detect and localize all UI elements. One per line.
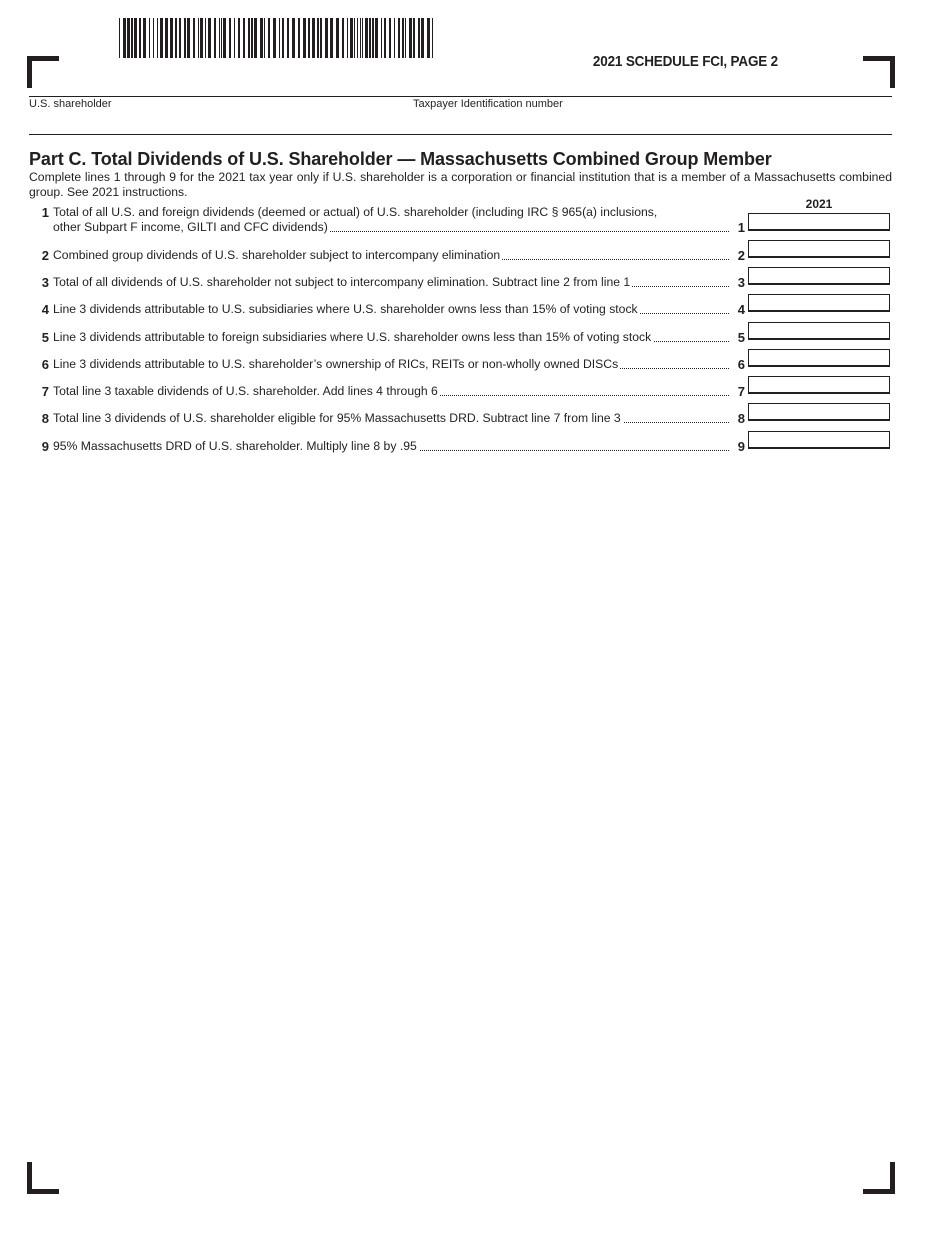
- field-rule: [29, 134, 892, 135]
- line-text: Line 3 dividends attributable to foreign subsidiaries where U.S. shareholder owns less than 15% of voting stock: [53, 330, 652, 344]
- form-line-1: [29, 205, 745, 235]
- barcode: [119, 18, 437, 58]
- line-ref-number: 6: [737, 357, 745, 372]
- part-c-intro: Complete lines 1 through 9 for the 2021 tax year only if U.S. shareholder is a corporation or financial institution that is a member of a Massachusetts combined group. See 2021 instructions.: [29, 170, 892, 199]
- registration-mark-top-left: [27, 56, 59, 88]
- line-text: Line 3 dividends attributable to U.S. shareholder’s ownership of RICs, REITs or non-wholly owned DISCs: [53, 357, 619, 371]
- line-2-amount-field[interactable]: [748, 240, 890, 258]
- line-number: 1: [41, 205, 49, 220]
- line-number: 8: [41, 411, 49, 426]
- form-line-6: [29, 357, 745, 372]
- line-text: Line 3 dividends attributable to U.S. subsidiaries where U.S. shareholder owns less than 15% of voting stock: [53, 302, 638, 316]
- form-line-5: [29, 330, 745, 345]
- line-ref-number: 4: [737, 302, 745, 317]
- line-6-amount-field[interactable]: [748, 349, 890, 367]
- form-line-4: [29, 302, 745, 317]
- line-1-amount-field[interactable]: [748, 213, 890, 231]
- line-number: 5: [41, 330, 49, 345]
- year-column-header: 2021: [805, 197, 833, 211]
- line-text: Total of all dividends of U.S. shareholder not subject to intercompany elimination. Subtract line 2 from line 1: [53, 275, 631, 289]
- line-ref-number: 3: [737, 275, 745, 290]
- part-c-title: Part C. Total Dividends of U.S. Shareholder — Massachusetts Combined Group Member: [29, 149, 772, 169]
- line-ref-number: 2: [737, 248, 745, 263]
- line-text: 95% Massachusetts DRD of U.S. shareholder. Multiply line 8 by .95: [53, 439, 417, 453]
- page-heading: 2021 SCHEDULE FCI, PAGE 2: [592, 53, 778, 70]
- form-line-7: [29, 384, 745, 399]
- line-number: 4: [41, 302, 49, 317]
- line-ref-number: 1: [737, 220, 745, 235]
- line-5-amount-field[interactable]: [748, 322, 890, 340]
- line-text-cont: other Subpart F income, GILTI and CFC dividends): [53, 220, 328, 234]
- tin-label: Taxpayer Identification number: [413, 98, 563, 110]
- registration-mark-top-right: [863, 56, 895, 88]
- line-number: 6: [41, 357, 49, 372]
- line-7-amount-field[interactable]: [748, 376, 890, 394]
- line-number: 9: [41, 439, 49, 454]
- line-9-amount-field[interactable]: [748, 431, 890, 449]
- registration-mark-bottom-right: [863, 1162, 895, 1194]
- line-ref-number: 9: [737, 439, 745, 454]
- line-ref-number: 5: [737, 330, 745, 345]
- form-line-9: [29, 439, 745, 454]
- us-shareholder-label: U.S. shareholder: [29, 98, 112, 110]
- line-3-amount-field[interactable]: [748, 267, 890, 285]
- line-8-amount-field[interactable]: [748, 403, 890, 421]
- form-line-8: [29, 411, 745, 426]
- line-number: 7: [41, 384, 49, 399]
- registration-mark-bottom-left: [27, 1162, 59, 1194]
- line-text: Total of all U.S. and foreign dividends (deemed or actual) of U.S. shareholder (including IRC § 965(a) inclusions,: [53, 205, 658, 219]
- line-ref-number: 8: [737, 411, 745, 426]
- line-number: 3: [41, 275, 49, 290]
- line-text: Total line 3 taxable dividends of U.S. shareholder. Add lines 4 through 6: [53, 384, 438, 398]
- form-line-2: [29, 248, 745, 263]
- line-ref-number: 7: [737, 384, 745, 399]
- line-text: Combined group dividends of U.S. shareholder subject to intercompany elimination: [53, 248, 501, 262]
- header-rule: [29, 96, 892, 97]
- line-4-amount-field[interactable]: [748, 294, 890, 312]
- line-number: 2: [41, 248, 49, 263]
- form-line-3: [29, 275, 745, 290]
- line-text: Total line 3 dividends of U.S. shareholder eligible for 95% Massachusetts DRD. Subtract line 7 from line 3: [53, 411, 621, 425]
